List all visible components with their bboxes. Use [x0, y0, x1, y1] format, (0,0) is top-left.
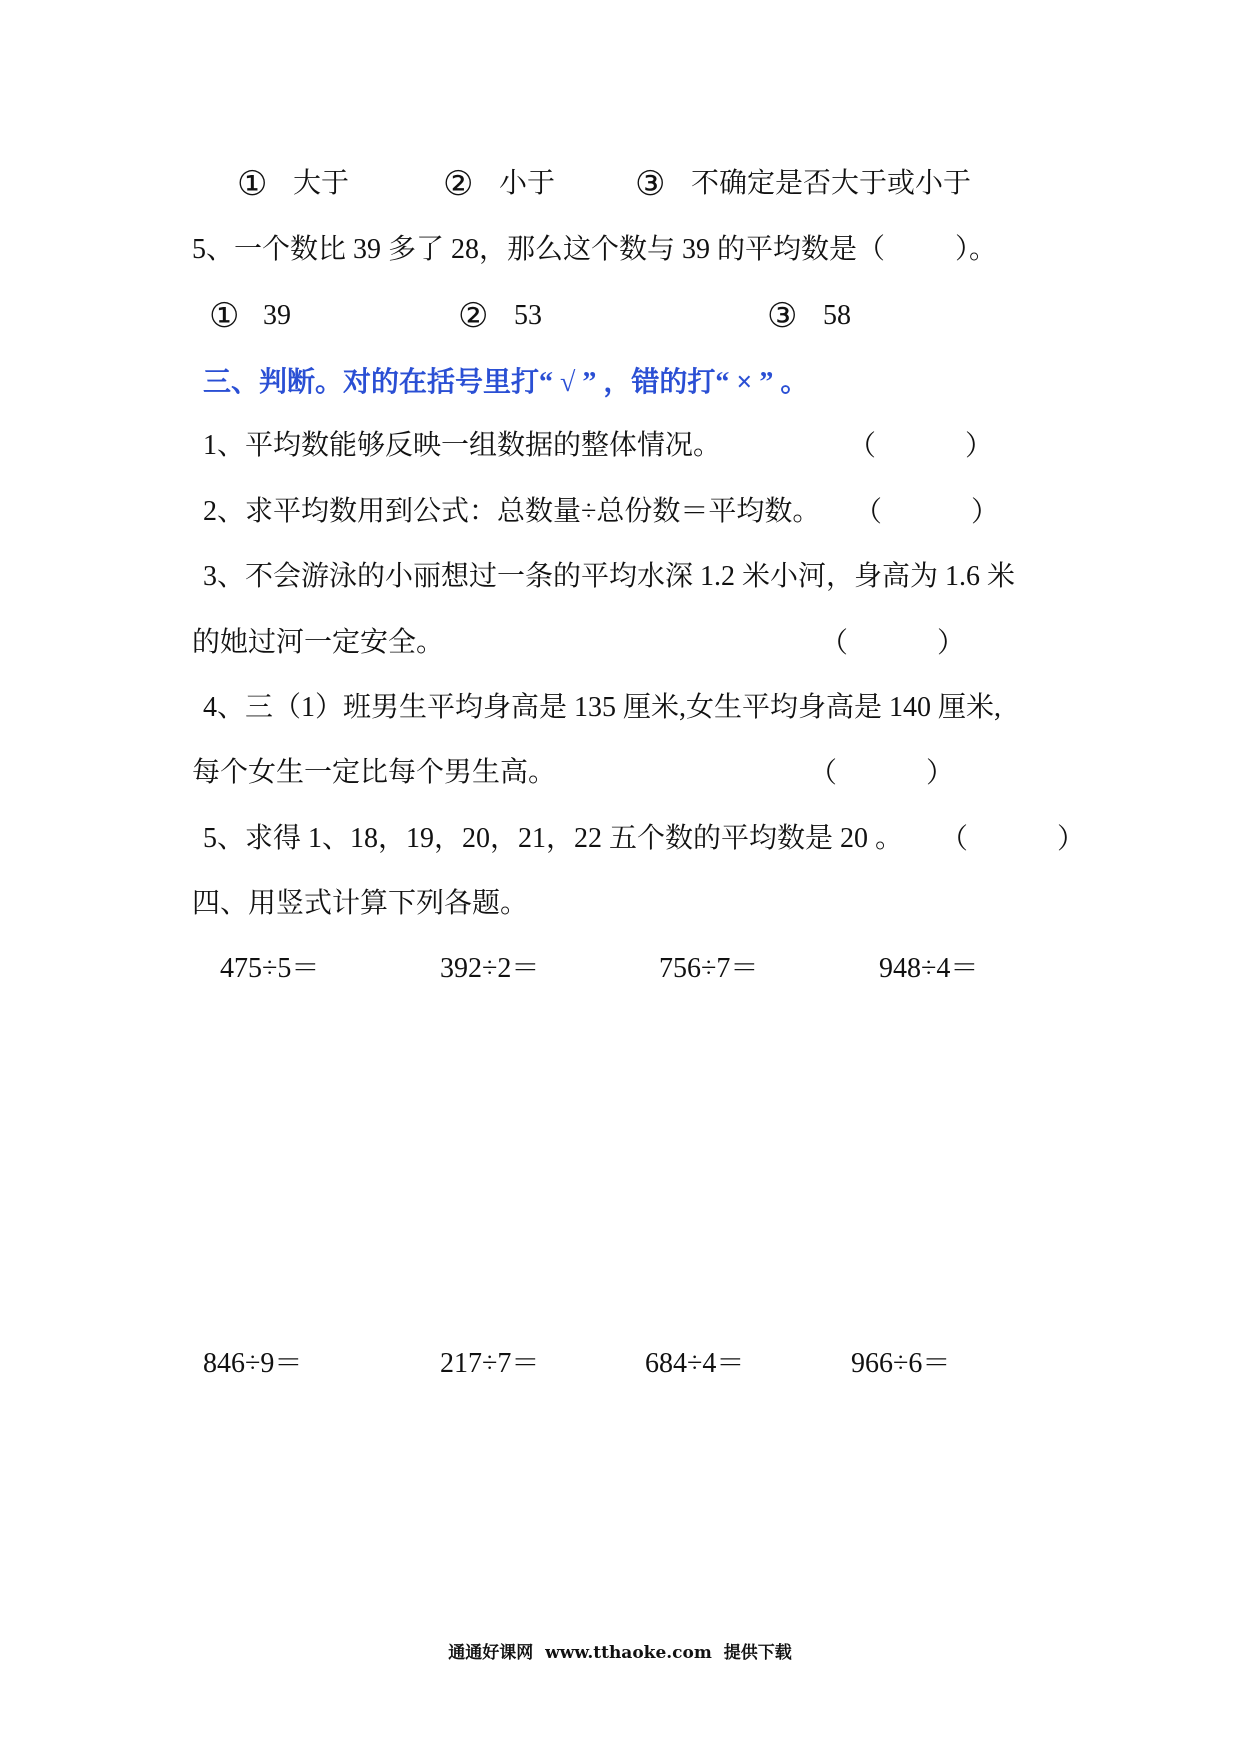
- option-marker-3: ③: [635, 164, 666, 204]
- section4-heading: 四、用竖式计算下列各题。: [192, 888, 529, 919]
- option-text-2: 小于: [499, 168, 556, 199]
- page-footer: 通通好课网 www.tthaoke.com 提供下载: [448, 1643, 792, 1663]
- question5-prompt: 5、一个数比 39 多了 28，那么这个数与 39 的平均数是（ ）。: [192, 234, 998, 265]
- judgment-item-text: 2、求平均数用到公式：总数量÷总份数＝平均数。: [203, 496, 821, 527]
- answer-blank: （ ）: [848, 429, 994, 462]
- option-text-1: 大于: [293, 168, 350, 199]
- division-problem: 392÷2＝: [440, 953, 540, 984]
- judgment-item-text: 4、三（1）班男生平均身高是 135 厘米,女生平均身高是 140 厘米,: [203, 692, 1002, 723]
- option-marker-2: ②: [458, 296, 489, 336]
- option-marker-1: ①: [209, 296, 240, 336]
- division-problem: 475÷5＝: [220, 953, 320, 984]
- answer-blank: （ ）: [809, 756, 955, 789]
- judgment-item-text: 5、求得 1、18，19，20，21，22 五个数的平均数是 20 。: [203, 823, 904, 854]
- option-marker-2: ②: [443, 164, 474, 204]
- option-text-3: 不确定是否大于或小于: [691, 168, 972, 199]
- option-text-2: 53: [514, 300, 542, 331]
- judgment-item-text-continued: 每个女生一定比每个男生高。: [192, 757, 557, 788]
- option-marker-1: ①: [237, 164, 268, 204]
- judgment-item-text: 3、不会游泳的小丽想过一条的平均水深 1.2 米小河，身高为 1.6 米: [203, 561, 1016, 592]
- division-problem: 966÷6＝: [851, 1348, 951, 1379]
- option-text-3: 58: [823, 300, 851, 331]
- division-problem: 948÷4＝: [879, 953, 979, 984]
- section3-heading: 三、判断。对的在括号里打“ √ ” ，错的打“ × ” 。: [203, 367, 809, 398]
- division-problem: 846÷9＝: [203, 1348, 303, 1379]
- judgment-item-text: 1、平均数能够反映一组数据的整体情况。: [203, 430, 722, 461]
- answer-blank: （ ）: [940, 822, 1086, 855]
- answer-blank: （ ）: [820, 626, 966, 659]
- option-text-1: 39: [263, 300, 291, 331]
- division-problem: 756÷7＝: [659, 953, 759, 984]
- option-marker-3: ③: [767, 296, 798, 336]
- division-problem: 684÷4＝: [645, 1348, 745, 1379]
- answer-blank: （ ）: [854, 495, 1000, 528]
- division-problem: 217÷7＝: [440, 1348, 540, 1379]
- judgment-item-text-continued: 的她过河一定安全。: [192, 627, 445, 658]
